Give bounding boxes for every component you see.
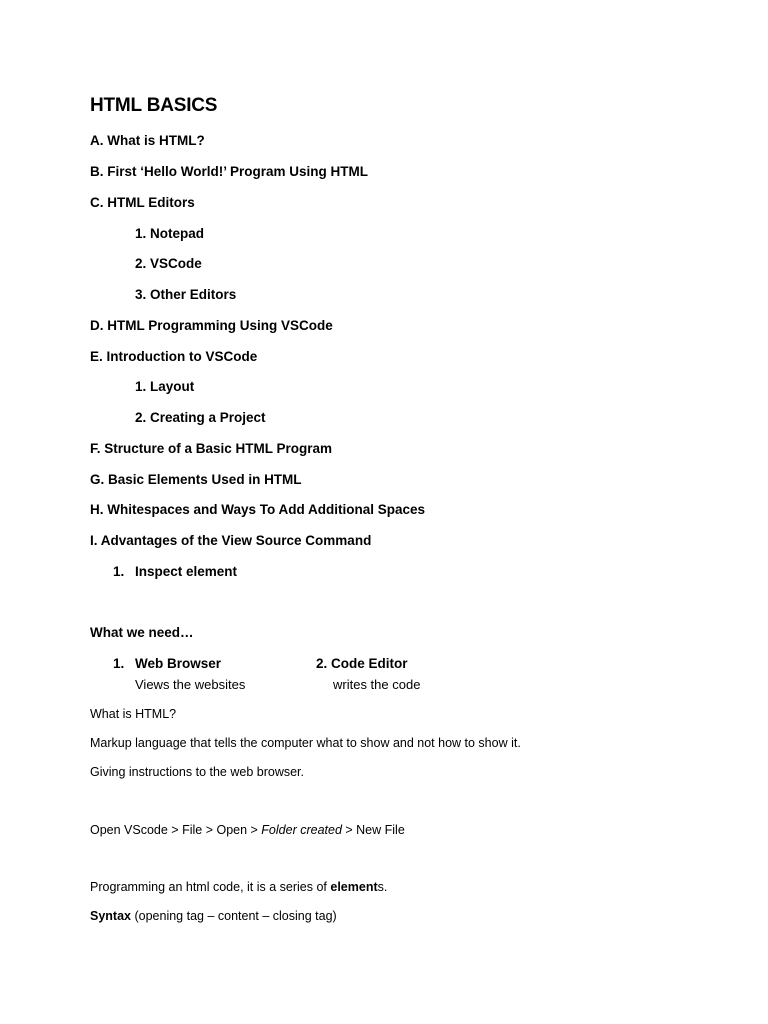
programming-suffix: s. [377, 880, 388, 894]
syntax-description: (opening tag – content – closing tag) [131, 909, 337, 923]
syntax-label: Syntax [90, 909, 131, 923]
outline-subitem-number: 1. [113, 564, 125, 579]
outline-subitem-vscode: 2. VSCode [135, 256, 202, 271]
needs-item-code-editor: 2. Code Editor [316, 656, 408, 671]
instructions-text: Giving instructions to the web browser. [90, 765, 304, 779]
outline-subitem-creating-project: 2. Creating a Project [135, 410, 266, 425]
outline-subitem-inspect-element: Inspect element [135, 564, 238, 579]
needs-desc-code-editor: writes the code [333, 677, 421, 692]
outline-item-c: C. HTML Editors [90, 195, 195, 210]
open-steps-prefix: Open VScode > File > Open > [90, 823, 262, 837]
outline-subitem-other-editors: 3. Other Editors [135, 287, 237, 302]
outline-item-f: F. Structure of a Basic HTML Program [90, 441, 333, 456]
outline-item-a: A. What is HTML? [90, 133, 205, 148]
needs-heading: What we need… [90, 625, 194, 640]
open-steps-line [90, 824, 405, 837]
needs-item-number: 1. [113, 656, 125, 671]
programming-elements-bold: element [330, 880, 378, 894]
programming-line [90, 881, 387, 894]
open-steps-suffix: > New File [341, 823, 405, 837]
outline-subitem-layout: 1. Layout [135, 379, 195, 394]
outline-item-i: I. Advantages of the View Source Command [90, 533, 372, 548]
needs-item-web-browser: Web Browser [135, 656, 222, 671]
needs-desc-web-browser: Views the websites [135, 677, 246, 692]
outline-item-e: E. Introduction to VSCode [90, 349, 258, 364]
programming-prefix: Programming an html code, it is a series of [90, 880, 331, 894]
outline-item-h: H. Whitespaces and Ways To Add Additional Spaces [90, 502, 426, 517]
open-steps-folder: Folder created [261, 823, 342, 837]
html-definition-text: Markup language that tells the computer what to show and not how to show it. [90, 736, 521, 750]
outline-item-g: G. Basic Elements Used in HTML [90, 472, 302, 487]
outline-subitem-notepad: 1. Notepad [135, 226, 205, 241]
what-is-html-text: What is HTML? [90, 707, 177, 721]
page-title: HTML BASICS [90, 95, 218, 116]
syntax-line [90, 910, 337, 923]
outline-item-b: B. First ‘Hello World!’ Program Using HTML [90, 164, 369, 179]
outline-item-d: D. HTML Programming Using VSCode [90, 318, 333, 333]
